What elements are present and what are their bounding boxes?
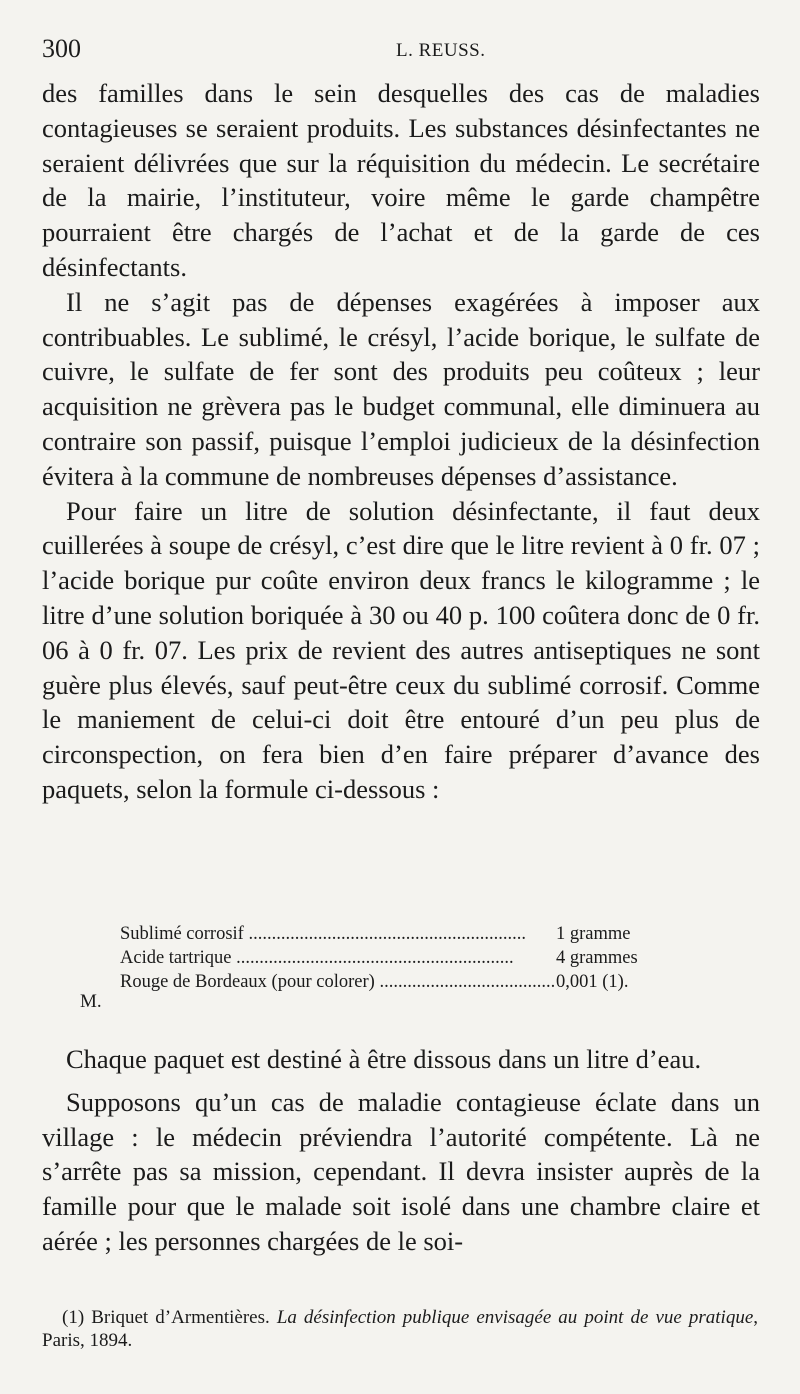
page-number: 300 bbox=[42, 34, 81, 63]
paragraph: Chaque paquet est destiné à être dissous dans un litre d’eau. bbox=[66, 1044, 702, 1074]
formula-row bbox=[120, 970, 660, 994]
main-text-continued bbox=[42, 1042, 760, 1259]
ingredient-quantity: 0,001 (1). bbox=[556, 972, 629, 992]
paragraph: Il ne s’agit pas de dépenses exagérées à imposer aux contribuables. Le sublimé, le crésyl, l’acide borique, le sulfate de cuivre, le sulfate de fer sont des produits peu coûteux ; leur acquisition ne grèvera pas le budget communal, elle diminuera au contraire son passif, puisque l’emploi judicieux de la désinfection évitera à la commune de nombreuses dépenses d’assistance. bbox=[42, 286, 760, 491]
prescription-formula bbox=[120, 922, 660, 994]
ingredient-name: Sublimé corrosif ..... bbox=[120, 922, 526, 946]
footnote bbox=[42, 1306, 758, 1352]
formula-row bbox=[120, 922, 660, 946]
ingredient-name: Acide tartrique ..... bbox=[120, 946, 514, 970]
main-text bbox=[42, 76, 760, 807]
running-head: L. REUSS. bbox=[396, 40, 486, 61]
footnote-author: Briquet d’Armentières. bbox=[91, 1307, 270, 1328]
footnote-marker: (1) bbox=[62, 1307, 85, 1328]
paragraph: Pour faire un litre de solution désinfectante, il faut deux cuillerées à soupe de crésyl, c’est dire que le litre revient à 0 fr. 07 ; l’acide borique pur coûte environ deux francs le kilogramme ; le litre d’une solution boriquée à 30 ou 40 p. 100 coûtera donc de 0 fr. 06 à 0 fr. 07. Les prix de revient des autres antiseptiques ne sont guère plus élevés, sauf peut-être ceux du sublimé corrosif. Comme le maniement de celui-ci doit être entouré d’un peu plus de circonspection, on fera bien d’en faire préparer d’avance des paquets, selon la formule ci-dessous : bbox=[42, 495, 760, 804]
footnote-imprint: , Paris, 1894. bbox=[42, 1307, 759, 1351]
formula-signature: M. bbox=[80, 991, 102, 1012]
paragraph-continued: des familles dans le sein desquelles des cas de maladies contagieuses se seraient produits. Les substances désinfectantes ne seraient délivrées que sur la réquisition du médecin. Le secrétaire de la mairie, l’instituteur, voire même le garde champêtre pourraient être chargés de l’achat et de la garde de ces désinfectants. bbox=[42, 78, 760, 282]
footnote-title: La désinfection publique envisagée au point de vue pratique bbox=[276, 1307, 754, 1328]
paragraph: Supposons qu’un cas de maladie contagieuse éclate dans un village : le médecin préviendra l’autorité compétente. Là ne s’arrête pas sa mission, cependant. Il devra insister auprès de la famille pour que le malade soit isolé dans une chambre claire et aérée ; les personnes chargées de le soi- bbox=[42, 1086, 760, 1256]
formula-row bbox=[120, 946, 660, 970]
ingredient-quantity: 1 gramme bbox=[556, 924, 631, 944]
ingredient-quantity: 4 grammes bbox=[556, 948, 638, 968]
page-header bbox=[42, 30, 762, 66]
ingredient-name: Rouge de Bordeaux (pour colorer) ..... bbox=[120, 970, 556, 994]
